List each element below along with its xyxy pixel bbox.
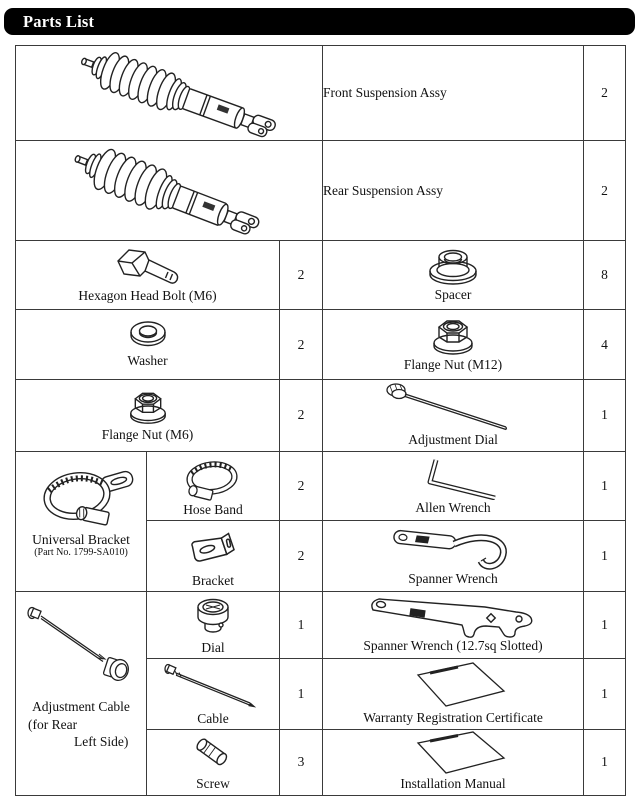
adjustment-cable-cell	[16, 592, 147, 796]
installation-manual-illustration	[388, 730, 518, 776]
part-label: Hose Band	[183, 501, 243, 517]
bracket-illustration	[185, 529, 241, 565]
hose-band-cell	[147, 451, 280, 521]
dial-qty: 1	[280, 592, 323, 659]
part-label: Hexagon Head Bolt (M6)	[78, 287, 217, 303]
spanner-wrench-slotted-qty: 1	[584, 592, 626, 659]
flange-nut-m12-illustration	[421, 313, 485, 357]
flange-nut-m12-cell	[323, 310, 584, 380]
warranty-certificate-cell	[323, 659, 584, 730]
group-label: Adjustment Cable	[32, 698, 130, 714]
rear-suspension-qty: 2	[584, 141, 626, 241]
part-label: Installation Manual	[400, 776, 506, 792]
spacer-illustration	[417, 245, 489, 287]
flange-nut-m12-qty: 4	[584, 310, 626, 380]
rear-suspension-assy-illustration	[16, 142, 316, 240]
warranty-certificate-qty: 1	[584, 659, 626, 730]
screw-qty: 3	[280, 730, 323, 796]
spanner-wrench-qty: 1	[584, 521, 626, 592]
part-label: Spanner Wrench (12.7sq Slotted)	[363, 637, 543, 653]
part-label: Cable	[197, 710, 229, 726]
dial-illustration	[187, 595, 239, 637]
allen-wrench-qty: 1	[584, 451, 626, 521]
adjustment-dial-qty: 1	[584, 380, 626, 452]
part-label: Bracket	[192, 572, 234, 588]
part-label: Spacer	[434, 286, 472, 302]
front-suspension-label-cell	[323, 46, 584, 141]
bracket-cell	[147, 521, 280, 592]
hex-bolt-cell	[16, 241, 280, 310]
group-note-line2: Left Side)	[74, 734, 129, 750]
table-row	[16, 141, 626, 241]
washer-cell	[16, 310, 280, 380]
part-label: Allen Wrench	[415, 499, 491, 515]
part-label: Washer	[127, 353, 168, 369]
installation-manual-cell	[323, 730, 584, 796]
table-row	[16, 310, 626, 380]
part-label: Front Suspension Assy	[323, 85, 447, 100]
front-suspension-assy-illustration	[16, 47, 316, 140]
hex-bolt-qty: 2	[280, 241, 323, 310]
rear-suspension-image-cell	[16, 141, 323, 241]
group-label-block	[28, 698, 134, 751]
hose-band-illustration	[180, 452, 246, 502]
universal-bracket-illustration	[25, 452, 137, 532]
part-label: Dial	[201, 639, 225, 655]
part-label: Flange Nut (M6)	[101, 427, 194, 442]
universal-bracket-cell	[16, 451, 147, 592]
part-label: Flange Nut (M12)	[403, 357, 503, 373]
allen-wrench-illustration	[403, 454, 503, 500]
front-suspension-qty: 2	[584, 46, 626, 141]
part-label: Spanner Wrench	[408, 570, 498, 586]
spanner-wrench-slotted-illustration	[363, 594, 543, 638]
flange-nut-m6-qty: 2	[280, 380, 323, 452]
group-note-line1: (for Rear	[28, 716, 78, 732]
part-label: Rear Suspension Assy	[323, 182, 444, 198]
table-row	[16, 46, 626, 141]
spanner-wrench-slotted-cell	[323, 592, 584, 659]
cable-illustration	[158, 661, 268, 709]
spanner-wrench-illustration	[388, 523, 518, 571]
rear-suspension-label-cell	[323, 141, 584, 241]
installation-manual-qty: 1	[584, 730, 626, 796]
table-row	[16, 592, 626, 659]
front-suspension-image-cell	[16, 46, 323, 141]
flange-nut-m6-cell	[16, 380, 280, 452]
section-header-bar	[4, 8, 635, 35]
hexagon-head-bolt-illustration	[108, 244, 188, 288]
adjustment-cable-illustration	[19, 602, 143, 698]
table-row	[16, 380, 626, 452]
cable-cell	[147, 659, 280, 730]
spacer-cell	[323, 241, 584, 310]
screw-cell	[147, 730, 280, 796]
hose-band-qty: 2	[280, 451, 323, 521]
flange-nut-m6-illustration	[119, 385, 177, 427]
page-title: Parts List	[23, 12, 95, 31]
warranty-certificate-illustration	[388, 660, 518, 710]
part-label: Adjustment Dial	[408, 432, 498, 447]
group-label: Universal Bracket	[32, 531, 130, 547]
dial-cell	[147, 592, 280, 659]
spacer-qty: 8	[584, 241, 626, 310]
group-part-number: (Part No. 1799-SA010)	[34, 547, 128, 559]
cable-qty: 1	[280, 659, 323, 730]
allen-wrench-cell	[323, 451, 584, 521]
table-row	[16, 241, 626, 310]
table-row	[16, 451, 626, 521]
screw-illustration	[190, 736, 236, 770]
part-label: Warranty Registration Certificate	[363, 709, 543, 725]
adjustment-dial-cell	[323, 380, 584, 452]
bracket-qty: 2	[280, 521, 323, 592]
washer-illustration	[118, 317, 178, 353]
washer-qty: 2	[280, 310, 323, 380]
parts-table	[15, 45, 626, 796]
part-label: Screw	[196, 776, 230, 792]
spanner-wrench-cell	[323, 521, 584, 592]
adjustment-dial-illustration	[378, 380, 528, 432]
